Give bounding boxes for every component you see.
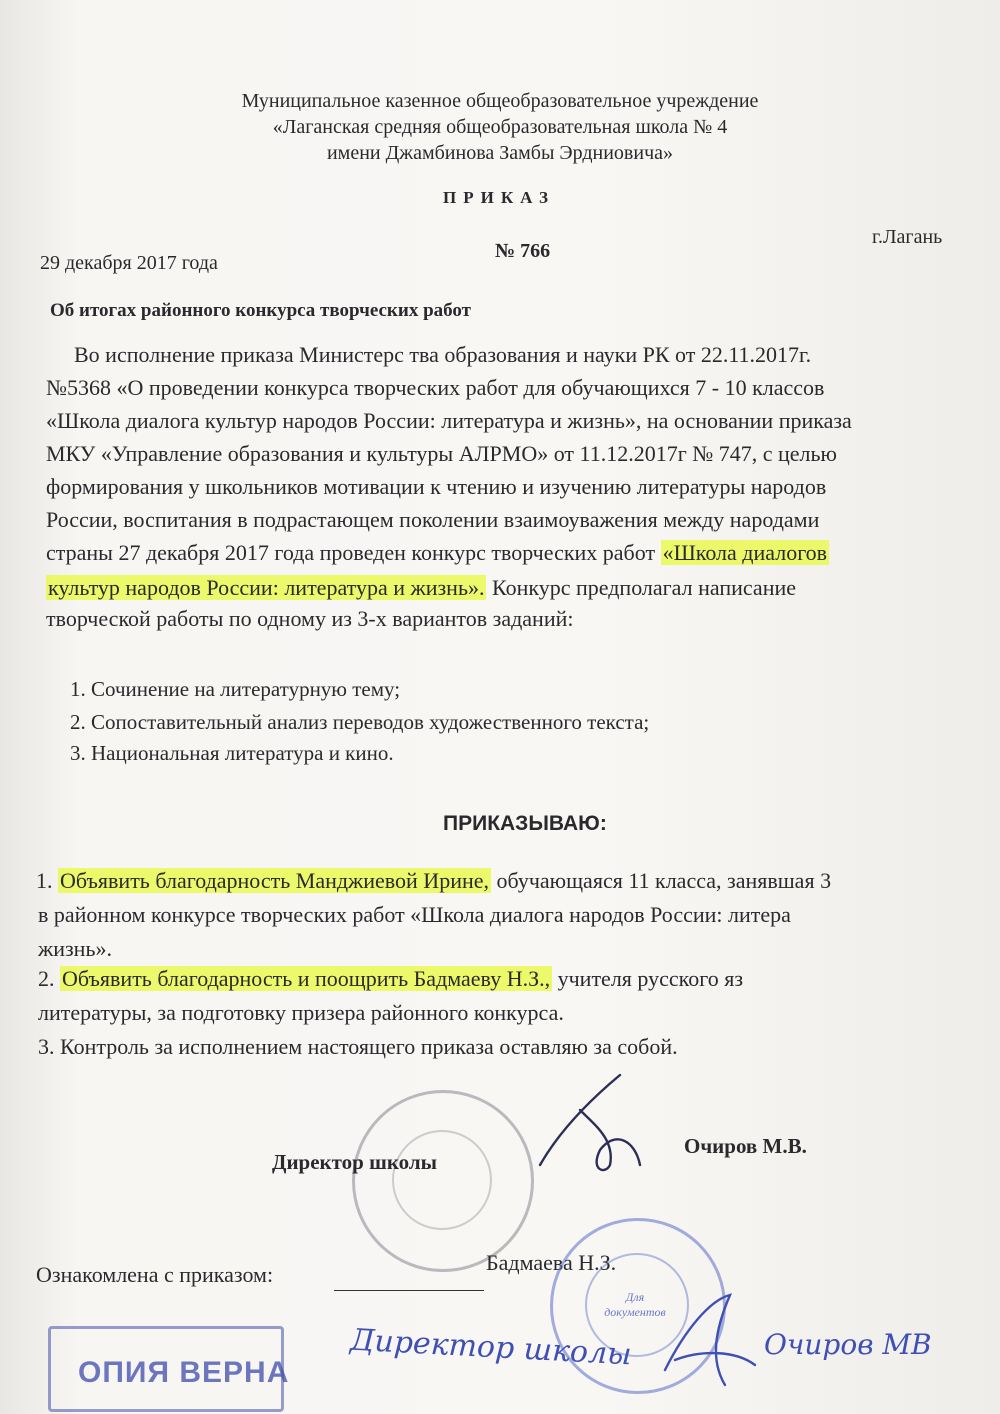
decree-heading: ПРИКАЗЫВАЮ:: [443, 812, 607, 835]
body-line-8-text: Конкурс предполагал написание: [491, 575, 797, 600]
body-line-7-text: страны 27 декабря 2017 года проведен конкурс творческих работ: [46, 540, 656, 565]
body-line-7: [46, 540, 829, 566]
decree-item-2-text: учителя русского яз: [557, 966, 744, 991]
decree-item-1: [36, 868, 831, 894]
acquainted-name: Бадмаева Н.З.: [486, 1250, 617, 1275]
blue-seal-text: Для документов: [604, 1290, 666, 1319]
decree-item-1-num: 1.: [36, 868, 53, 893]
order-city: г.Лагань: [872, 226, 943, 248]
director-name: Очиров М.В.: [684, 1134, 807, 1158]
order-number: № 766: [495, 240, 551, 262]
task-item-2: 2. Сопоставительный анализ переводов художественного текста;: [70, 710, 650, 734]
order-subject: Об итогах районного конкурса творческих работ: [50, 300, 471, 321]
body-line-3: «Школа диалога культур народов России: литература и жизнь», на основании приказа: [46, 408, 852, 433]
decree-item-2-num: 2.: [38, 966, 55, 991]
task-item-1: 1. Сочинение на литературную тему;: [70, 677, 401, 701]
decree-item-2: [38, 966, 743, 992]
highlight-gratitude-teacher: Объявить благодарность и поощрить Бадмаеву Н.З.,: [62, 966, 551, 991]
decree-item-1-text: обучающаяся 11 класса, занявшая 3: [496, 868, 832, 893]
order-date: 29 декабря 2017 года: [40, 252, 218, 274]
handwritten-signature: [655, 1290, 765, 1400]
highlight-gratitude-student: Объявить благодарность Манджиевой Ирине,: [60, 868, 489, 893]
highlight-contest-name-1: «Школа диалогов: [662, 540, 828, 565]
order-title: ПРИКАЗ: [443, 188, 555, 207]
body-line-2: №5368 «О проведении конкурса творческих работ для обучающихся 7 - 10 классов: [46, 375, 825, 400]
handwritten-name: Очиров МВ: [764, 1328, 932, 1361]
copy-stamp-text: ОПИЯ ВЕРНА: [78, 1356, 290, 1389]
acquainted-signature-line: [334, 1290, 484, 1291]
org-line-1: Муниципальное казенное общеобразовательное учреждение: [241, 90, 759, 112]
task-item-3: 3. Национальная литература и кино.: [70, 741, 394, 765]
acquainted-label: Ознакомлена с приказом:: [36, 1262, 274, 1287]
body-line-9: творческой работы по одному из 3-х вариантов заданий:: [46, 606, 574, 631]
decree-item-3: 3. Контроль за исполнением настоящего приказа оставляю за собой.: [38, 1034, 678, 1059]
org-line-2: «Лаганская средняя общеобразовательная школа № 4: [272, 116, 728, 138]
director-label: Директор школы: [272, 1150, 438, 1174]
decree-item-1-line-2: в районном конкурсе творческих работ «Школа диалога народов России: литера: [38, 902, 791, 927]
director-signature: [520, 1070, 660, 1180]
handwritten-director: Директор школы: [349, 1322, 633, 1373]
highlight-contest-name-2: культур народов России: литература и жизнь».: [48, 575, 485, 600]
body-line-8: [46, 575, 796, 601]
org-line-3: имени Джамбинова Замбы Эрдниовича»: [326, 142, 674, 164]
body-line-6: России, воспитания в подрастающем поколении взаимоуважения между народами: [46, 507, 820, 532]
body-line-5: формирования у школьников мотивации к чтению и изучению литературы народов: [46, 474, 827, 499]
school-seal-inner: [392, 1130, 492, 1230]
decree-item-1-line-3: жизнь».: [38, 936, 112, 961]
decree-item-2-line-2: литературы, за подготовку призера районного конкурса.: [38, 1000, 564, 1025]
body-line-1: Во исполнение приказа Министерс тва образования и науки РК от 22.11.2017г.: [74, 342, 812, 367]
body-line-4: МКУ «Управление образования и культуры АЛРМО» от 11.12.2017г № 747, с целью: [46, 441, 837, 466]
